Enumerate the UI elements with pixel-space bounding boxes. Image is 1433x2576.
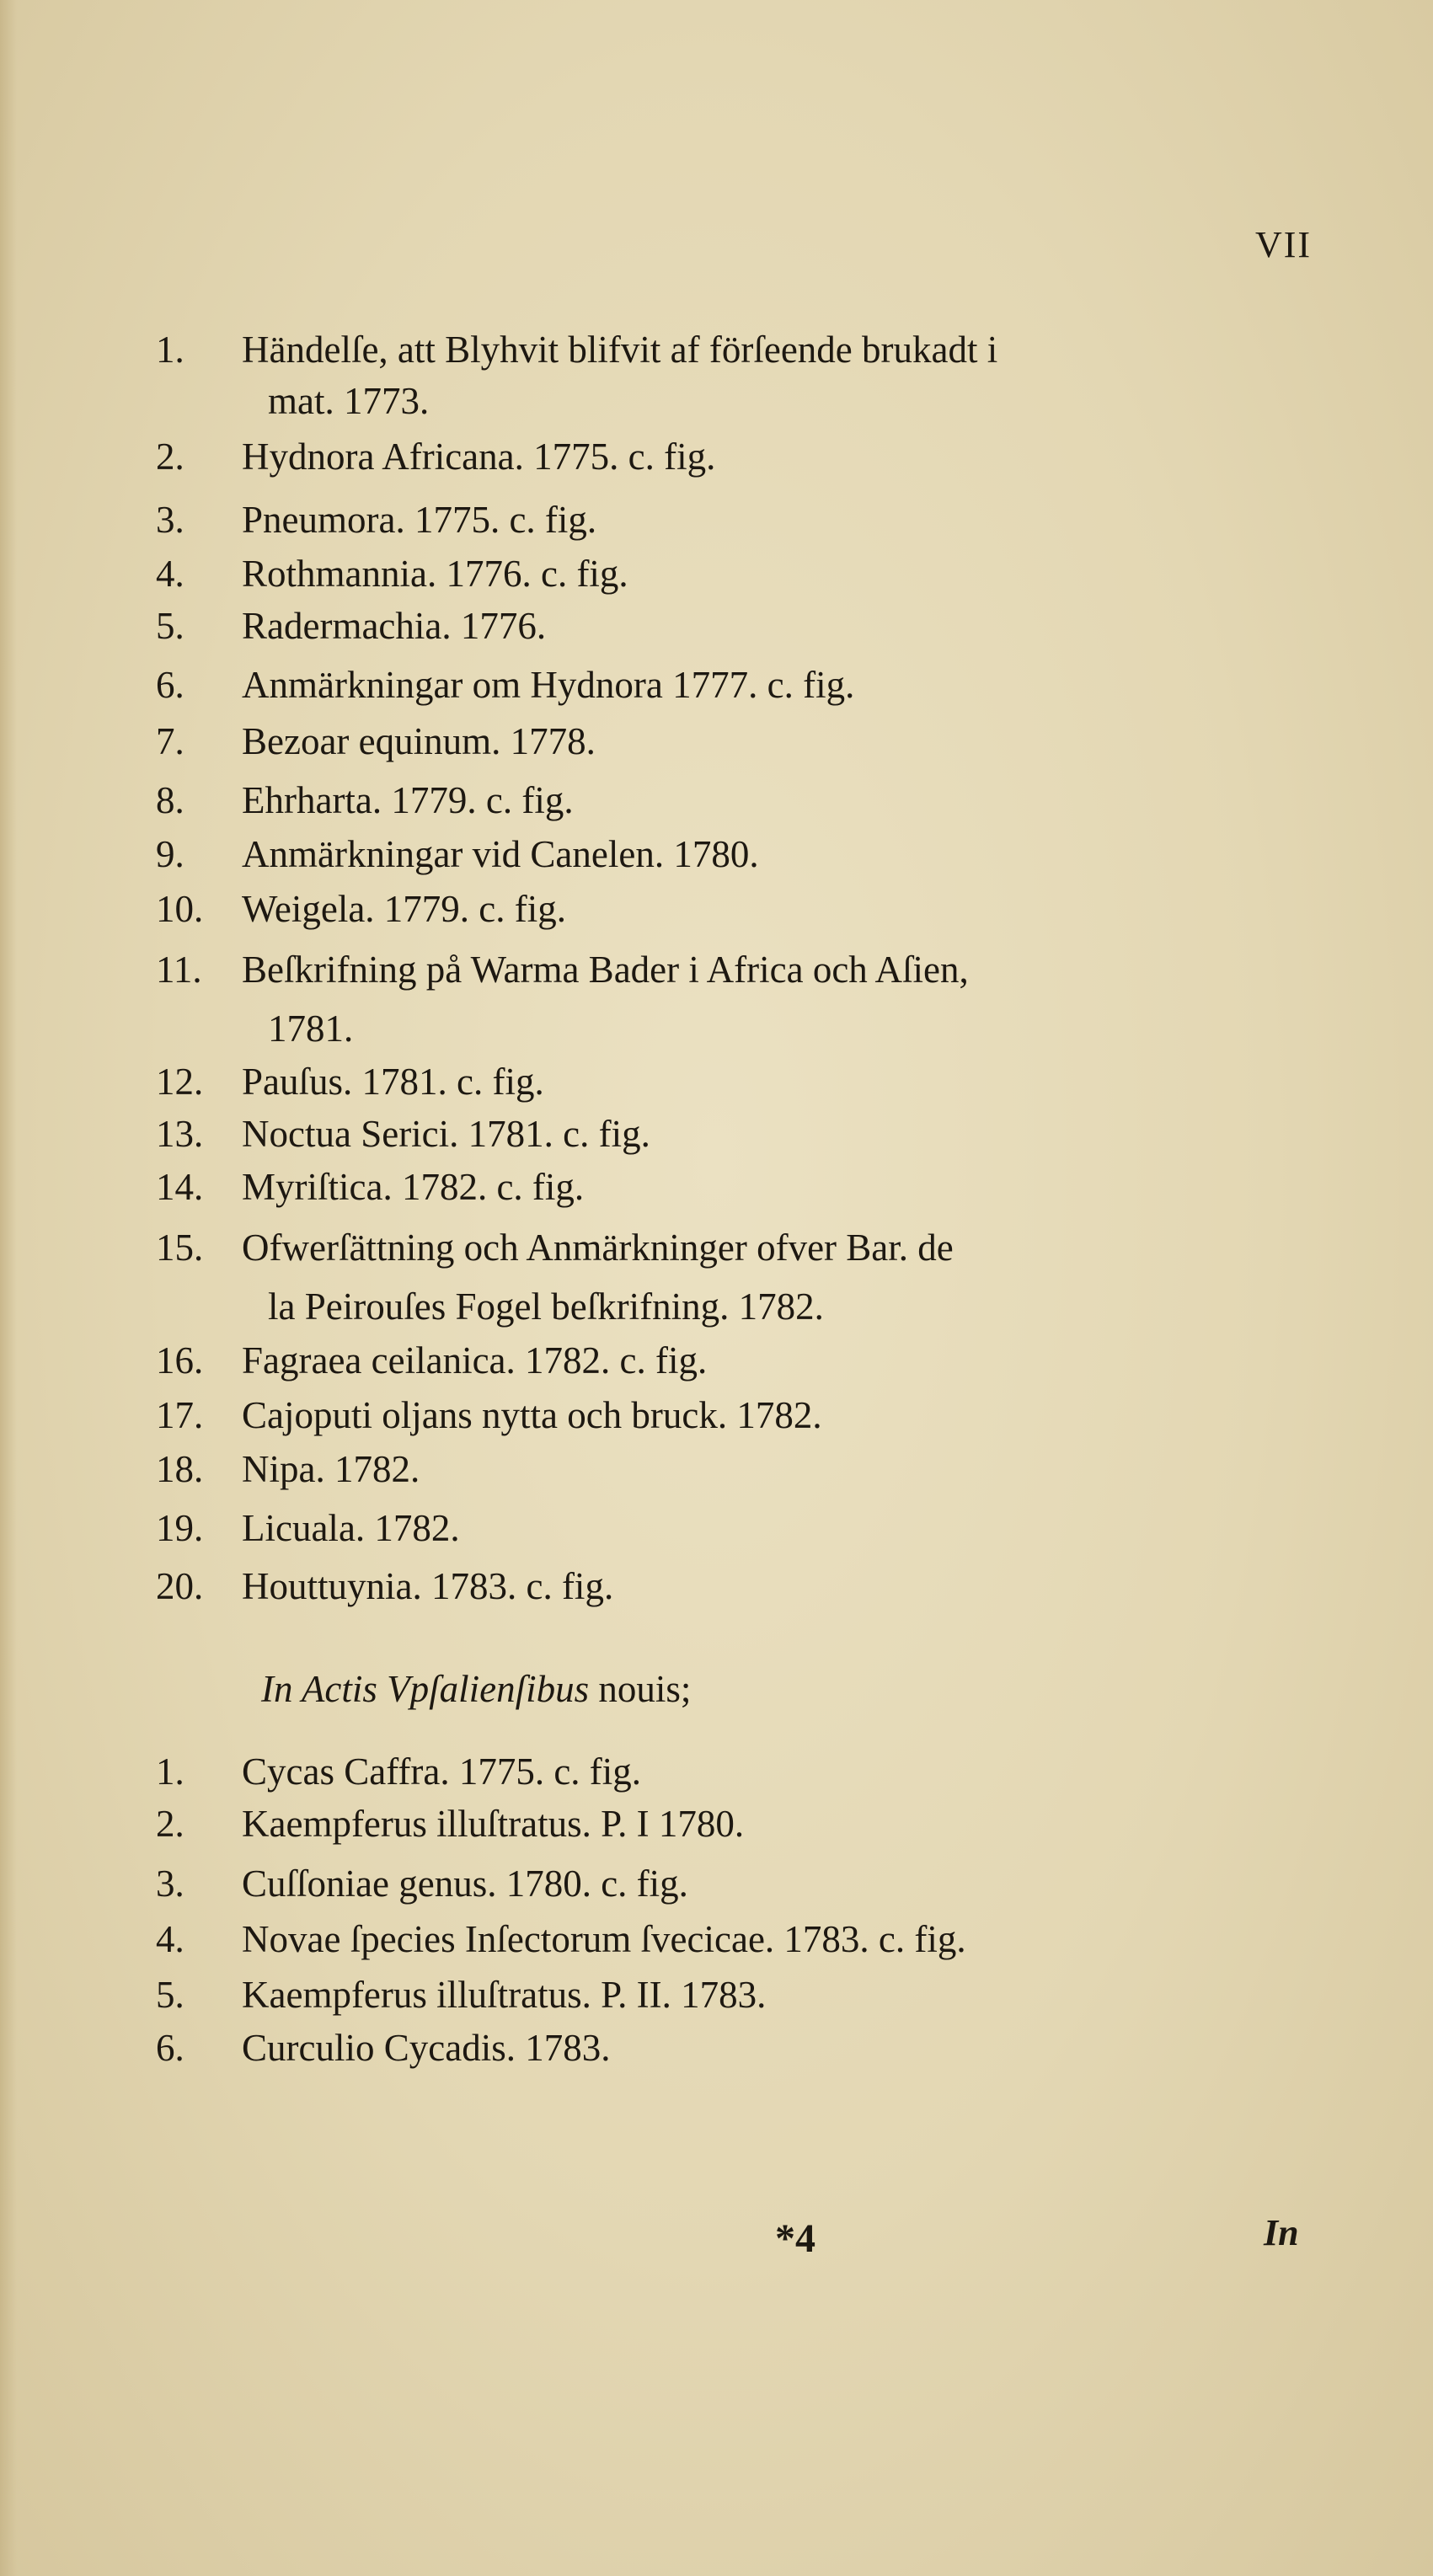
- item-text: Kaempferus illuſtratus. P. I 1780.: [242, 1803, 745, 1845]
- item-text: Anmärkningar om Hydnora 1777. c. fig.: [242, 664, 855, 706]
- item-text: Noctua Serici. 1781. c. fig.: [242, 1113, 650, 1155]
- item-number: 11.: [156, 949, 202, 991]
- item-number: 17.: [156, 1394, 204, 1436]
- section-heading-roman: nouis;: [598, 1668, 692, 1710]
- item-number: 6.: [156, 2027, 184, 2069]
- item-number: 5.: [156, 605, 184, 647]
- signature-mark: *4: [775, 2216, 815, 2261]
- page-number: VII: [1255, 224, 1313, 265]
- item-number: 1.: [156, 329, 184, 371]
- item-number: 12.: [156, 1061, 204, 1103]
- item-number: 10.: [156, 888, 204, 930]
- item-text: Kaempferus illuſtratus. P. II. 1783.: [242, 1974, 767, 2016]
- page-edge-shadow: [0, 0, 17, 2576]
- item-text: Houttuynia. 1783. c. fig.: [242, 1565, 614, 1607]
- item-number: 15.: [156, 1227, 204, 1269]
- item-text: Cuſſoniae genus. 1780. c. fig.: [242, 1863, 688, 1905]
- item-number: 4.: [156, 553, 184, 595]
- item-number: 6.: [156, 664, 184, 706]
- item-number: 3.: [156, 499, 184, 541]
- item-text: Fagraea ceilanica. 1782. c. fig.: [242, 1339, 708, 1382]
- item-text: Anmärkningar vid Canelen. 1780.: [242, 833, 759, 875]
- item-text: Bezoar equinum. 1778.: [242, 720, 596, 762]
- section-heading: [261, 1664, 691, 1714]
- item-number: 5.: [156, 1974, 184, 2016]
- item-number: 18.: [156, 1448, 204, 1490]
- item-text: Licuala. 1782.: [242, 1507, 460, 1549]
- item-text: Weigela. 1779. c. fig.: [242, 888, 567, 930]
- item-number: 9.: [156, 833, 184, 875]
- item-text: Pneumora. 1775. c. fig.: [242, 499, 597, 541]
- item-text: Pauſus. 1781. c. fig.: [242, 1061, 544, 1103]
- item-number: 2.: [156, 436, 184, 478]
- item-continuation: la Peirouſes Fogel beſkrifning. 1782.: [268, 1285, 824, 1328]
- item-number: 20.: [156, 1565, 204, 1607]
- item-continuation: 1781.: [268, 1007, 354, 1050]
- item-number: 1.: [156, 1750, 184, 1793]
- item-number: 16.: [156, 1339, 204, 1382]
- item-text: Curculio Cycadis. 1783.: [242, 2027, 611, 2069]
- item-text: Ofwerſättning och Anmärkninger ofver Bar. de: [242, 1227, 954, 1269]
- item-continuation: mat. 1773.: [268, 380, 430, 422]
- item-text: Myriſtica. 1782. c. fig.: [242, 1166, 585, 1208]
- item-text: Händelſe, att Blyhvit blifvit af förſeende brukadt i: [242, 329, 998, 371]
- item-text: Nipa. 1782.: [242, 1448, 420, 1490]
- item-number: 7.: [156, 720, 184, 762]
- item-text: Radermachia. 1776.: [242, 605, 547, 647]
- item-number: 8.: [156, 779, 184, 821]
- catchword: In: [1264, 2212, 1299, 2253]
- item-text: Novae ſpecies Inſectorum ſvecicae. 1783. c. fig.: [242, 1918, 966, 1960]
- item-number: 4.: [156, 1918, 184, 1960]
- item-number: 19.: [156, 1507, 204, 1549]
- item-text: Cajoputi oljans nytta och bruck. 1782.: [242, 1394, 822, 1436]
- item-number: 14.: [156, 1166, 204, 1208]
- item-text: Rothmannia. 1776. c. fig.: [242, 553, 628, 595]
- item-text: Hydnora Africana. 1775. c. fig.: [242, 436, 716, 478]
- item-number: 3.: [156, 1863, 184, 1905]
- item-number: 13.: [156, 1113, 204, 1155]
- item-number: 2.: [156, 1803, 184, 1845]
- item-text: Cycas Caffra. 1775. c. fig.: [242, 1750, 642, 1793]
- section-heading-italic: In Actis Vpſalienſibus: [261, 1668, 590, 1710]
- item-text: Beſkrifning på Warma Bader i Africa och Aſien,: [242, 949, 969, 991]
- item-text: Ehrharta. 1779. c. fig.: [242, 779, 574, 821]
